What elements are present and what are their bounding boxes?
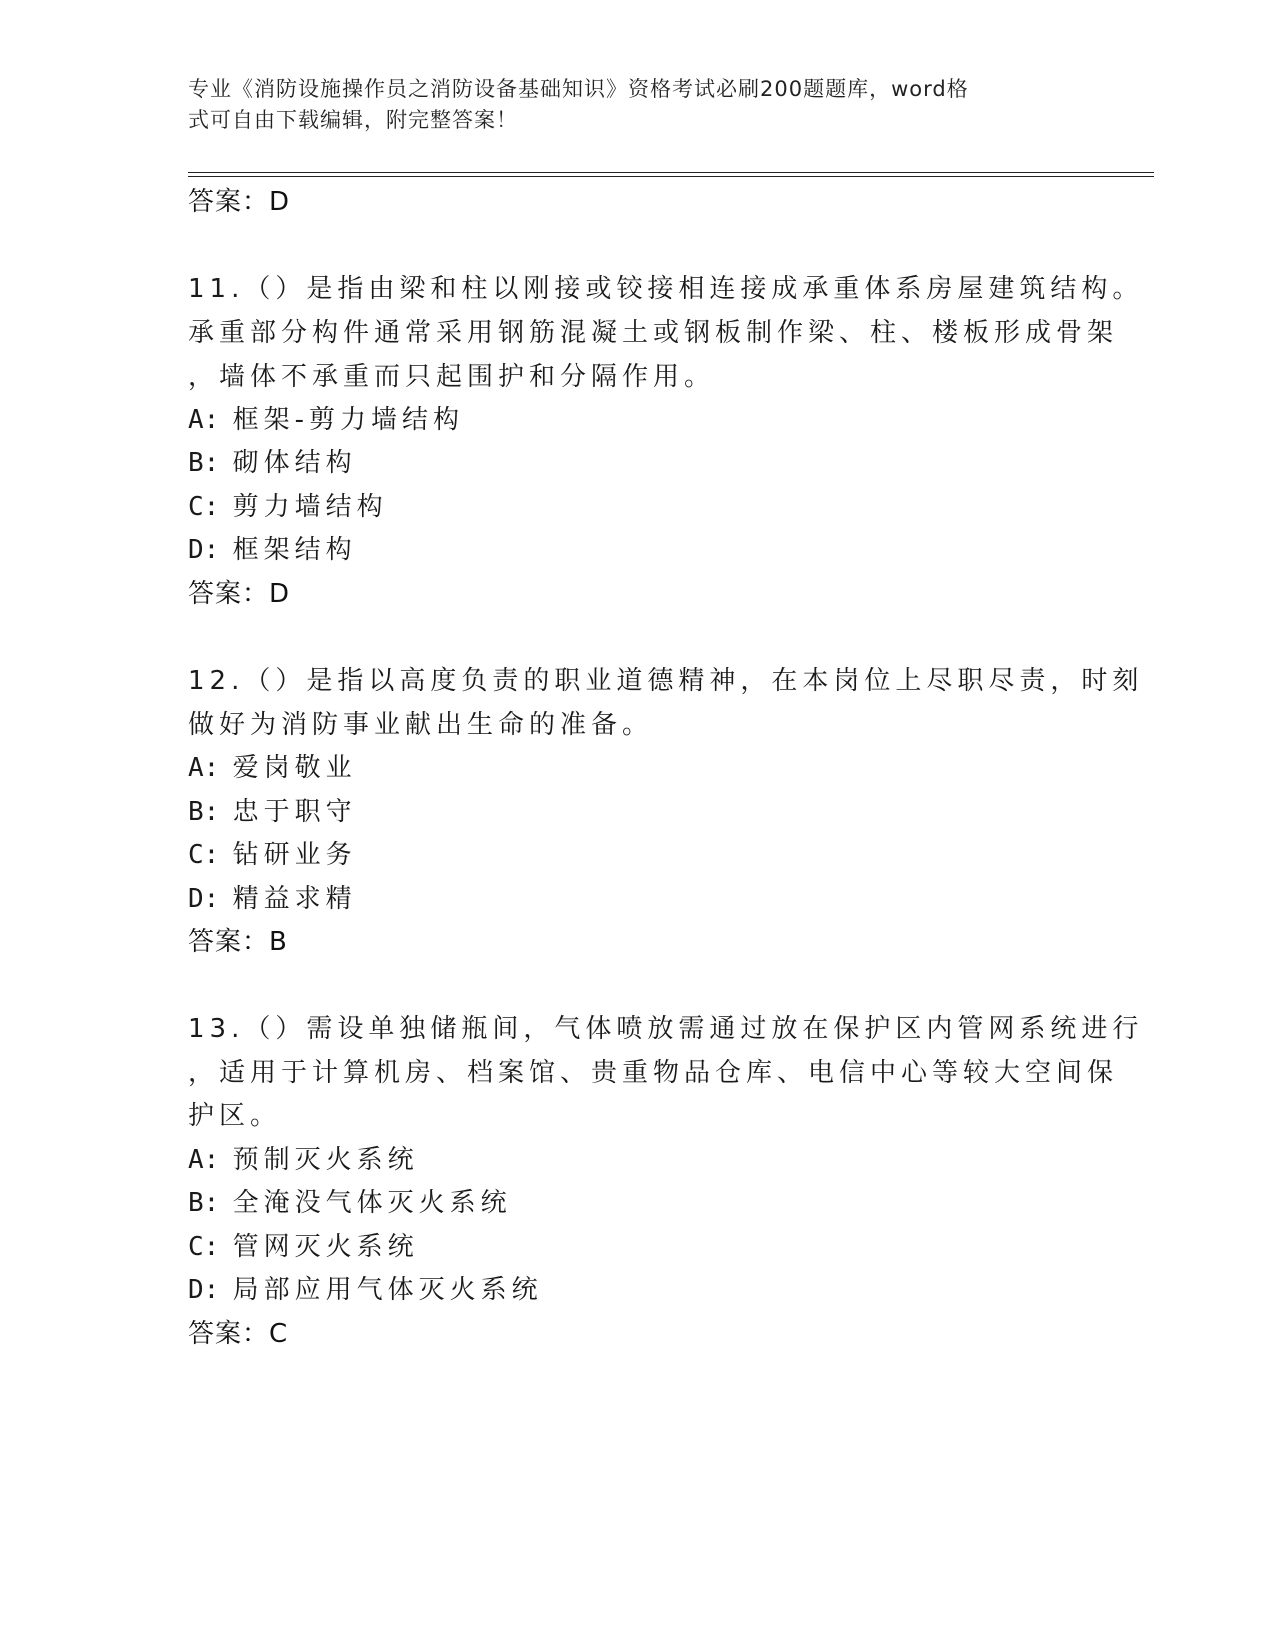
answer-line: 答案：B bbox=[188, 927, 288, 957]
option-text: 忠于职守 bbox=[232, 797, 357, 827]
option-text: 爱岗敬业 bbox=[232, 753, 357, 783]
option-c bbox=[188, 838, 357, 872]
question-stem-line: ，适用于计算机房、档案馆、贵重物品仓库、电信中心等较大空间保 bbox=[188, 1058, 1119, 1088]
answer-line: 答案：D bbox=[188, 579, 291, 609]
option-a bbox=[188, 1143, 419, 1177]
option-letter: C: bbox=[188, 840, 220, 870]
header-line-1: 专业《消防设施操作员之消防设备基础知识》资格考试必刷200题题库，word格 bbox=[188, 77, 969, 101]
option-d bbox=[188, 1273, 543, 1307]
option-c bbox=[188, 490, 388, 524]
option-b bbox=[188, 1186, 512, 1220]
option-b bbox=[188, 795, 357, 829]
option-b bbox=[188, 446, 357, 480]
previous-answer: 答案：D bbox=[188, 187, 291, 217]
question-stem-line: 12.（）是指以高度负责的职业道德精神，在本岗位上尽职尽责，时刻 bbox=[188, 666, 1144, 696]
option-c bbox=[188, 1230, 419, 1264]
option-text: 剪力墙结构 bbox=[232, 492, 388, 522]
option-a bbox=[188, 751, 357, 785]
page-header bbox=[188, 74, 1068, 136]
option-letter: B: bbox=[188, 448, 220, 478]
option-text: 全淹没气体灭火系统 bbox=[232, 1188, 512, 1218]
option-text: 局部应用气体灭火系统 bbox=[232, 1275, 543, 1305]
option-d bbox=[188, 882, 357, 916]
header-line-2: 式可自由下载编辑，附完整答案！ bbox=[188, 108, 518, 132]
option-text: 框架结构 bbox=[232, 535, 357, 565]
option-letter: B: bbox=[188, 1188, 220, 1218]
option-letter: D: bbox=[188, 1275, 220, 1305]
question-stem-line: 11.（）是指由梁和柱以刚接或铰接相连接成承重体系房屋建筑结构。 bbox=[188, 274, 1144, 304]
option-a bbox=[188, 403, 464, 437]
option-letter: D: bbox=[188, 535, 220, 565]
option-letter: D: bbox=[188, 884, 220, 914]
option-letter: C: bbox=[188, 492, 220, 522]
option-text: 砌体结构 bbox=[232, 448, 357, 478]
option-letter: A: bbox=[188, 753, 220, 783]
question-stem-line: ，墙体不承重而只起围护和分隔作用。 bbox=[188, 362, 716, 392]
option-text: 管网灭火系统 bbox=[232, 1232, 419, 1262]
question-stem-line: 护区。 bbox=[188, 1101, 282, 1131]
question-stem-line: 承重部分构件通常采用钢筋混凝土或钢板制作梁、柱、楼板形成骨架 bbox=[188, 318, 1119, 348]
header-rule-lower bbox=[188, 176, 1154, 177]
option-letter: A: bbox=[188, 1145, 220, 1175]
option-text: 钻研业务 bbox=[232, 840, 357, 870]
option-letter: C: bbox=[188, 1232, 220, 1262]
option-d bbox=[188, 533, 357, 567]
option-text: 框架-剪力墙结构 bbox=[232, 405, 464, 435]
option-letter: B: bbox=[188, 797, 220, 827]
option-text: 预制灭火系统 bbox=[232, 1145, 419, 1175]
option-text: 精益求精 bbox=[232, 884, 357, 914]
option-letter: A: bbox=[188, 405, 220, 435]
question-stem-line: 13.（）需设单独储瓶间，气体喷放需通过放在保护区内管网系统进行 bbox=[188, 1014, 1144, 1044]
question-stem-line: 做好为消防事业献出生命的准备。 bbox=[188, 710, 654, 740]
header-rule-upper bbox=[188, 172, 1154, 173]
answer-line: 答案：C bbox=[188, 1319, 289, 1349]
